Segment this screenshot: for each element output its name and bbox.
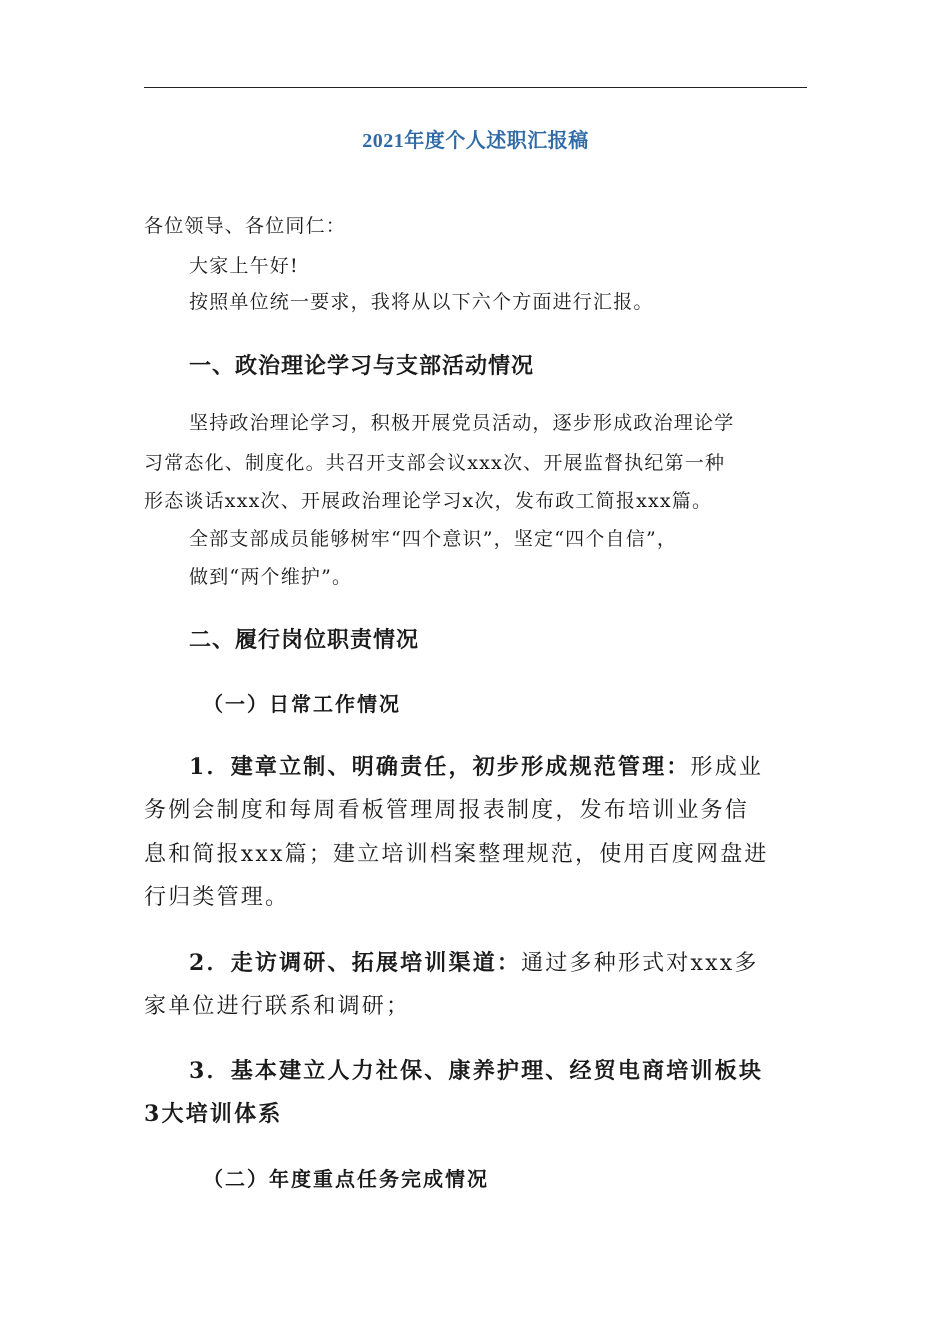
section-1-para2-line1: 全部支部成员能够树牢“四个意识”，坚定“四个自信”， bbox=[189, 528, 678, 550]
section-1-para2-line2: 做到“两个维护”。 bbox=[189, 566, 353, 588]
header-rule bbox=[144, 87, 807, 88]
item-1-lead: 1．建章立制、明确责任，初步形成规范管理： bbox=[189, 754, 691, 780]
salutation: 大家上午好! bbox=[189, 255, 299, 277]
item-2-line1 bbox=[189, 948, 852, 979]
section-1-para1-line1: 坚持政治理论学习，积极开展党员活动，逐步形成政治理论学 bbox=[189, 412, 735, 434]
item-2-line2: 家单位进行联系和调研； bbox=[144, 994, 411, 1019]
item-1-line1-rest: 形成业 bbox=[690, 755, 764, 780]
item-3-line1: 3．基本建立人力社保、康养护理、经贸电商培训板块 bbox=[189, 1058, 764, 1084]
intro-paragraph: 按照单位统一要求，我将从以下六个方面进行汇报。 bbox=[189, 291, 654, 313]
item-2-lead: 2．走访调研、拓展培训渠道： bbox=[189, 950, 522, 976]
subsection-1-heading: （一）日常工作情况 bbox=[203, 692, 401, 716]
greeting: 各位领导、各位同仁： bbox=[144, 215, 347, 237]
item-1-line2: 务例会制度和每周看板管理周报表制度，发布培训业务信 bbox=[144, 798, 750, 823]
section-1-para1-line2: 习常态化、制度化。共召开支部会议xxx次、开展监督执纪第一种 bbox=[144, 452, 726, 474]
section-1-heading: 一、政治理论学习与支部活动情况 bbox=[189, 354, 535, 379]
item-2-line1-rest: 通过多种形式对xxx多 bbox=[521, 951, 759, 976]
document-title: 2021年度个人述职汇报稿 bbox=[362, 130, 589, 152]
item-3-line2: 3大培训体系 bbox=[144, 1101, 283, 1127]
subsection-2-heading: （二）年度重点任务完成情况 bbox=[203, 1167, 489, 1191]
section-1-para1-line3: 形态谈话xxx次、开展政治理论学习x次，发布政工简报xxx篇。 bbox=[144, 490, 713, 512]
item-1-line3: 息和简报xxx篇；建立培训档案整理规范，使用百度网盘进 bbox=[144, 842, 769, 867]
item-1-line1 bbox=[189, 752, 852, 783]
section-2-heading: 二、履行岗位职责情况 bbox=[189, 628, 420, 653]
item-1-line4: 行归类管理。 bbox=[144, 885, 290, 910]
